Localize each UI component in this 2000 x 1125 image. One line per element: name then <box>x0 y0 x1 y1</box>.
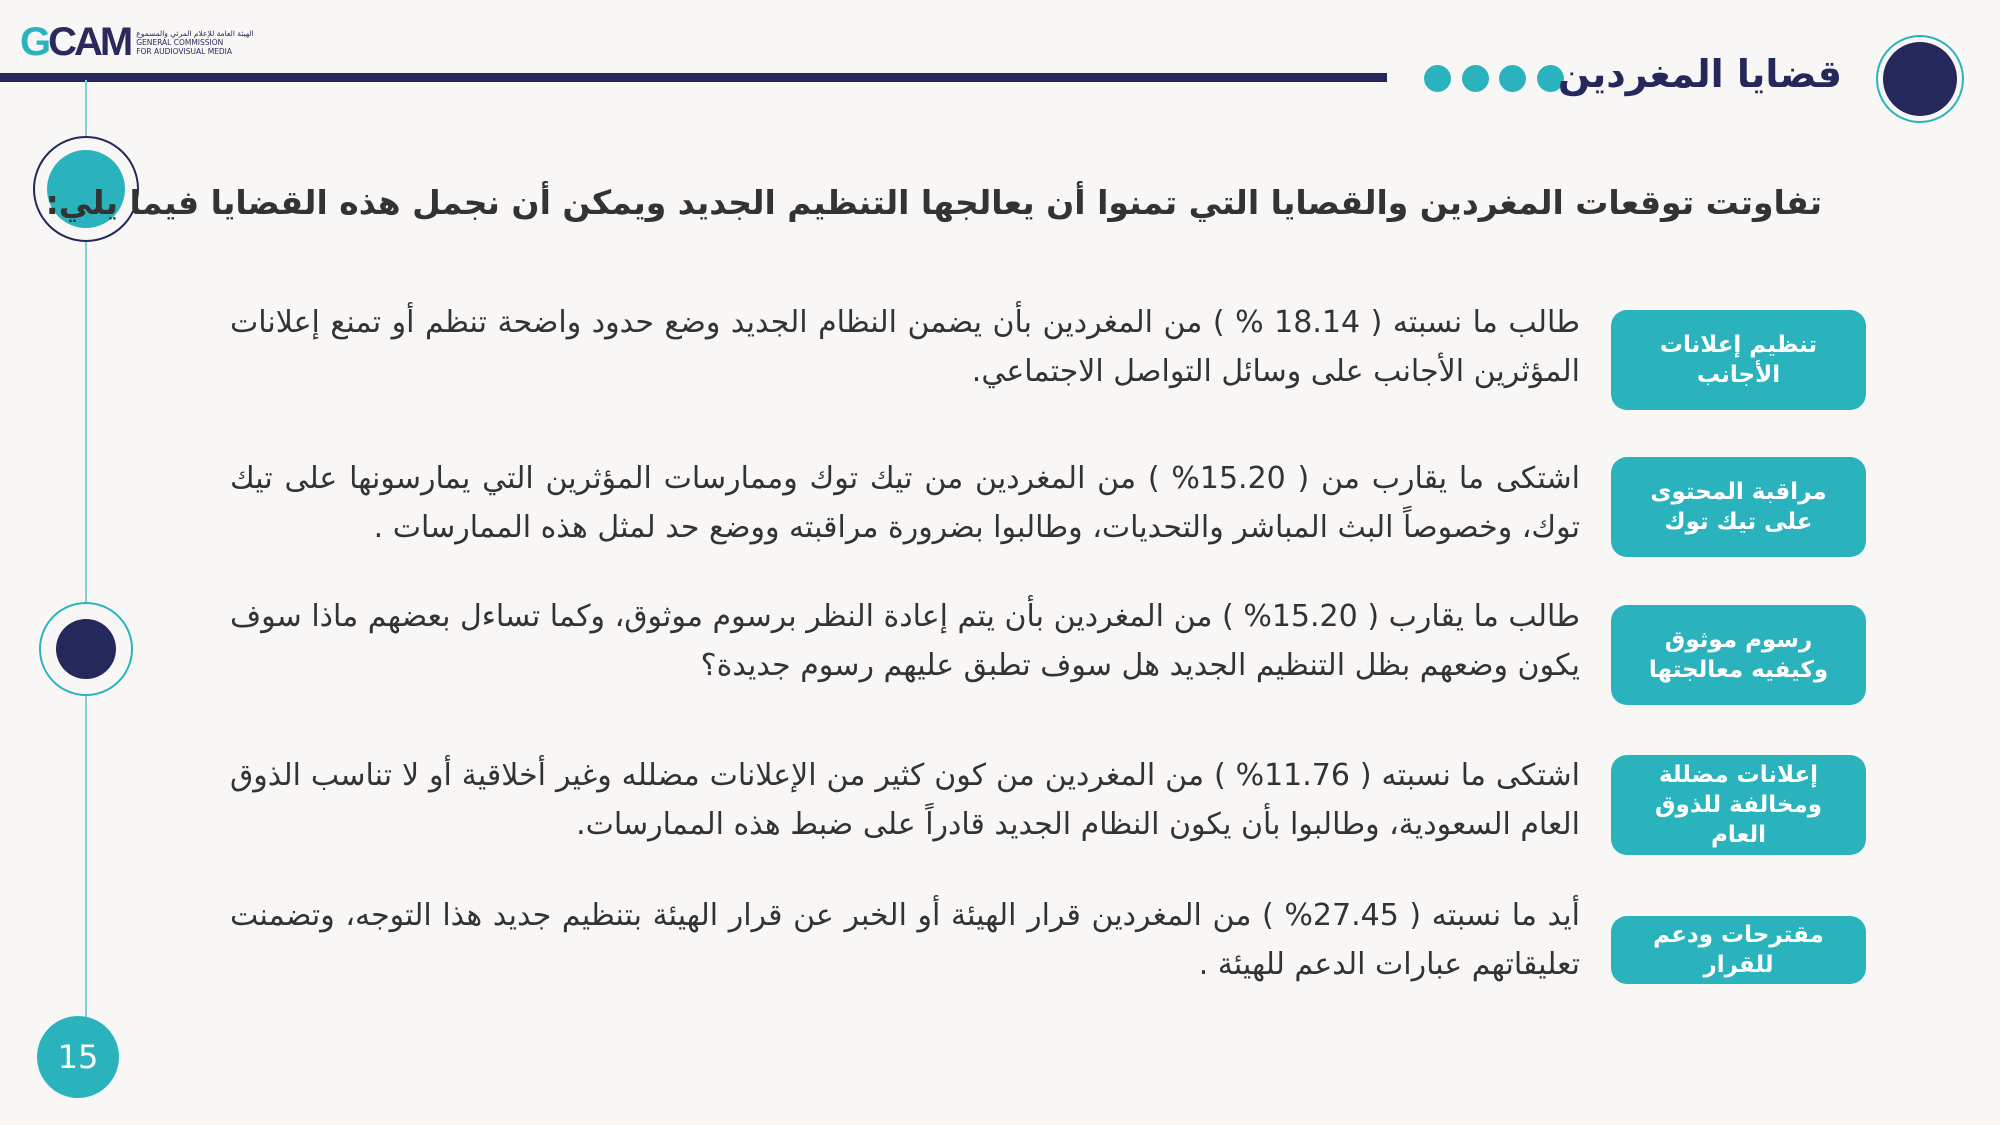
logo-mark-cam: CAM <box>48 20 131 64</box>
page-number: 15 <box>37 1016 119 1098</box>
decor-dot <box>1424 65 1451 92</box>
issue-label: رسوم موثوق وكيفيه معالجتها <box>1611 605 1866 705</box>
intro-heading: تفاوتت توقعات المغردين والقصايا التي تمنوا أن يعالجها التنظيم الجديد ويمكن أن نجمل هذه القضايا فيما يلي: <box>45 183 1822 222</box>
decor-dot <box>1499 65 1526 92</box>
issue-label: مقترحات ودعم للقرار <box>1611 916 1866 984</box>
issue-text: اشتكى ما يقارب من ( 15.20% ) من المغردين من تيك توك وممارسات المؤثرين التي يمارسونها على تيك توك، وخصوصاً البث المباشر والتحديات، وطالبوا بضرورة مراقبته ووضع حد لمثل هذه الممارسات . <box>230 461 1580 545</box>
issue-label: إعلانات مضللة ومخالفة للذوق العام <box>1611 755 1866 855</box>
issue-text: أيد ما نسبته ( 27.45% ) من المغردين قرار الهيئة أو الخبر عن قرار الهيئة بتنظيم جديد هذا التوجه، وتضمنت تعليقاتهم عبارات الدعم للهيئة . <box>230 898 1580 982</box>
issue-text: طالب ما نسبته ( 18.14 % ) من المغردين بأن يضمن النظام الجديد وضع حدود واضحة تنظم أو تمنع إعلانات المؤثرين الأجانب على وسائل التواصل الاجتماعي. <box>230 305 1580 389</box>
gcam-logo <box>20 20 254 65</box>
issue-label: تنظيم إعلانات الأجانب <box>1611 310 1866 410</box>
logo-arabic: الهيئة العامة للإعلام المرئي والمسموع <box>136 29 254 38</box>
logo-mark-g: G <box>20 20 49 64</box>
timeline-circle-icon <box>39 602 133 696</box>
issue-text: اشتكى ما نسبته ( 11.76% ) من المغردين من كون كثير من الإعلانات مضلله وغير أخلاقية أو لا تناسب الذوق العام السعودية، وطالبوا بأن يكون النظام الجديد قادراً على ضبط هذه الممارسات. <box>230 758 1580 842</box>
logo-english-1: GENERAL COMMISSION <box>136 38 224 47</box>
logo-english-2: FOR AUDIOVISUAL MEDIA <box>136 47 233 56</box>
decor-dot <box>1462 65 1489 92</box>
header-rule <box>0 73 1387 82</box>
issue-label: مراقبة المحتوى على تيك توك <box>1611 457 1866 557</box>
header-circle-icon <box>1876 35 1964 123</box>
page-title: قضايا المغردين <box>1557 52 1842 96</box>
issue-text: طالب ما يقارب ( 15.20% ) من المغردين بأن يتم إعادة النظر برسوم موثوق، وكما تساءل بعضهم ماذا سوف يكون وضعهم بظل التنظيم الجديد هل سوف تطبق عليهم رسوم جديدة؟ <box>230 599 1580 683</box>
logo-text <box>136 29 253 56</box>
